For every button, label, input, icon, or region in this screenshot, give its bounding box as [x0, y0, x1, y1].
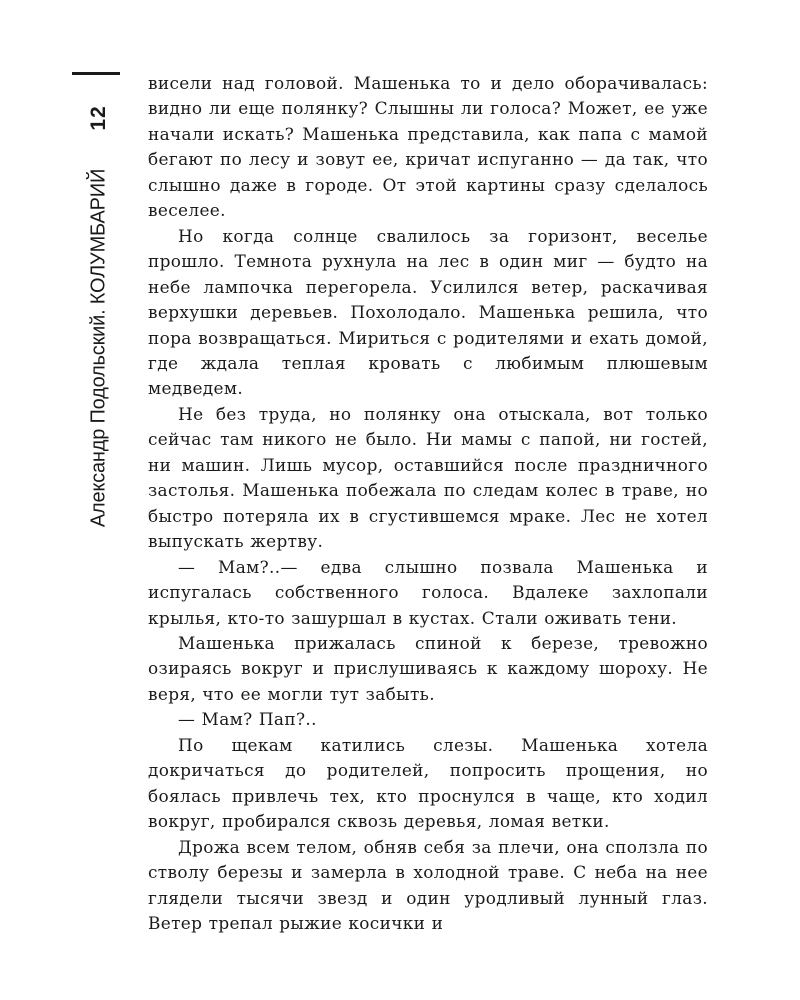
page-number: 12 [87, 105, 110, 131]
header-rule [72, 72, 120, 75]
paragraph-5: Машенька прижалась спиной к березе, тревожно озираясь вокруг и прислушиваясь к каждому шороху. Не веря, что ее могли тут забыть. [148, 632, 708, 704]
paragraph-4: — Мам?..— едва слышно позвала Машенька и испугалась собственного голоса. Вдалеке захлопали крылья, кто-то зашуршал в кустах. Стали оживать тени. [148, 556, 708, 628]
paragraph-7: По щекам катились слезы. Машенька хотела докричаться до родителей, попросить прощения, но боялась привлечь тех, кто проснулся в чаще, кто ходил вокруг, пробирался сквозь деревья, ломая ветки. [148, 734, 708, 832]
paragraph-1: висели над головой. Машенька то и дело оборачивалась: видно ли еще полянку? Слышны ли голоса? Может, ее уже начали искать? Машенька представила, как папа с мамой бегают по лесу и зовут ее, кричат испуганно — да так, что слышно даже в городе. От этой картины сразу сделалось веселее. [148, 73, 708, 221]
running-title: Александр Подольский. КОЛУМБАРИЙ [87, 168, 110, 528]
paragraph-2: Но когда солнце свалилось за горизонт, веселье прошло. Темнота рухнула на лес в один миг — будто на небе лампочка перегорела. Усилился ветер, раскачивая верхушки деревьев. Похолодало. Машенька решила, что пора возвращаться. Мириться с родителями и ехать домой, где ждала теплая кровать с любимым плюшевым медведем. [148, 225, 708, 399]
paragraph-8: Дрожа всем телом, обняв себя за плечи, она сползла по стволу березы и замерла в холодной траве. С неба на нее глядели тысячи звезд и один уродливый лунный глаз. Ветер трепал рыжие косички и [148, 836, 708, 933]
paragraph-6: — Мам? Пап?.. [178, 709, 317, 730]
paragraph-3: Не без труда, но полянку она отыскала, вот только сейчас там никого не было. Ни мамы с папой, ни гостей, ни машин. Лишь мусор, оставшийся после праздничного застолья. Машенька побежала по следам колес в траве, но быстро потеряла их в сгустившемся мраке. Лес не хотел выпускать жертву. [148, 403, 708, 552]
body-text [148, 71, 708, 936]
